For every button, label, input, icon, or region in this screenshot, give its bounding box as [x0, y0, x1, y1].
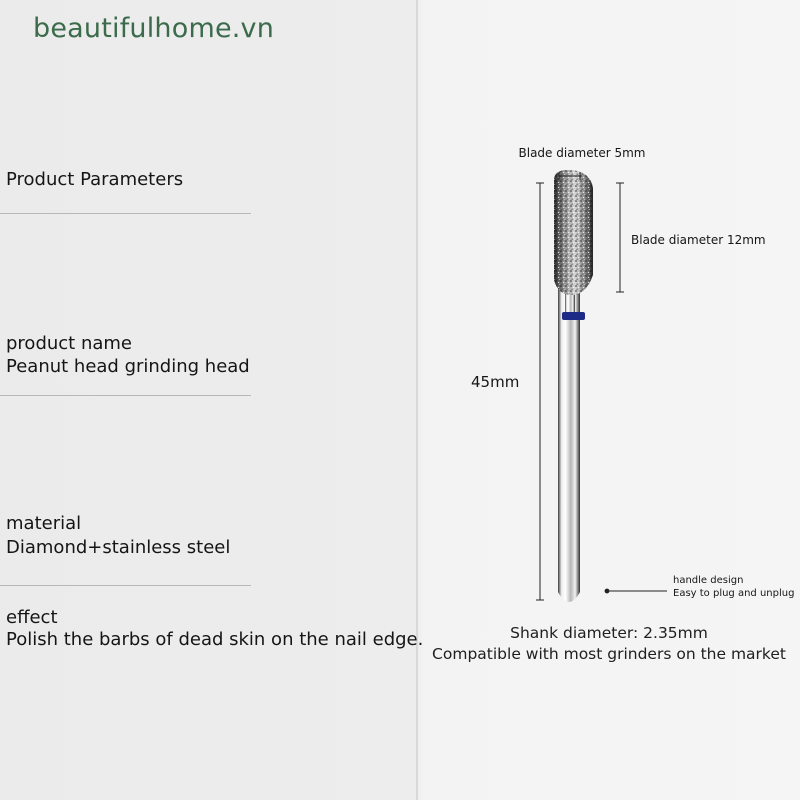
- product-name-value: Peanut head grinding head: [6, 356, 250, 377]
- effect-value: Polish the barbs of dead skin on the nail edge.: [6, 629, 424, 650]
- diamond-head-icon: [554, 170, 593, 295]
- section-title: Product Parameters: [6, 169, 184, 190]
- shank-diameter-text: Shank diameter: 2.35mm: [510, 624, 708, 642]
- handle-note-description: Easy to plug and unplug: [673, 588, 795, 599]
- total-length-label: 45mm: [471, 373, 520, 391]
- material-value: Diamond+stainless steel: [6, 537, 231, 558]
- blade-diameter-side-label: Blade diameter 12mm: [631, 233, 766, 247]
- shank-icon: [558, 280, 585, 602]
- watermark: beautifulhome.vn: [33, 13, 275, 44]
- product-name-label: product name: [6, 333, 132, 354]
- material-label: material: [6, 513, 82, 534]
- blade-diameter-top-label: Blade diameter 5mm: [518, 146, 646, 160]
- handle-note-title: handle design: [673, 575, 744, 586]
- compatibility-text: Compatible with most grinders on the market: [432, 645, 786, 663]
- effect-label: effect: [6, 607, 58, 628]
- handle-pointer-dot: [605, 589, 610, 594]
